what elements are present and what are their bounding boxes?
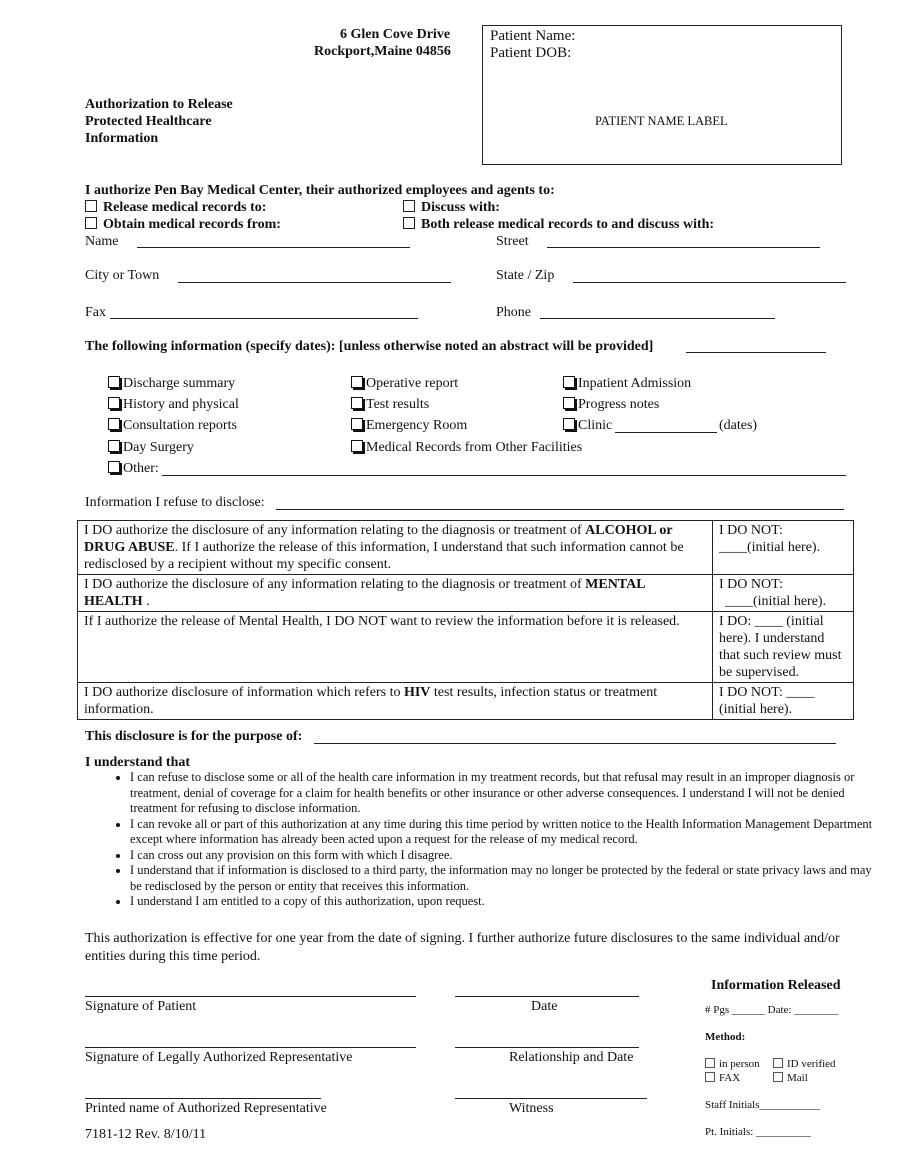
option-emergency-room[interactable] bbox=[351, 418, 467, 434]
purpose-label: This disclosure is for the purpose of: bbox=[85, 729, 303, 744]
method-id-verified-label: ID verified bbox=[787, 1058, 836, 1070]
understand-list bbox=[102, 770, 875, 910]
hiv-initial[interactable]: I DO NOT: ____ (initial here). bbox=[713, 683, 854, 720]
authorize-intro: I authorize Pen Bay Medical Center, their authorized employees and agents to: bbox=[85, 183, 555, 198]
representative-signature-label: Signature of Legally Authorized Representative bbox=[85, 1050, 353, 1065]
method-id-verified[interactable] bbox=[773, 1058, 836, 1070]
info-heading: The following information (specify dates): [unless otherwise noted an abstract will be provided] bbox=[85, 339, 654, 354]
option-medical-records-other[interactable] bbox=[351, 440, 582, 456]
option-discuss-with[interactable] bbox=[403, 200, 500, 216]
checkbox-progress-notes[interactable] bbox=[563, 397, 575, 409]
checkbox-operative-report[interactable] bbox=[351, 376, 363, 388]
understand-heading: I understand that bbox=[85, 755, 191, 770]
checkbox-obtain-from[interactable] bbox=[85, 217, 97, 229]
phone-field[interactable] bbox=[540, 318, 775, 319]
method-label: Method: bbox=[705, 1031, 746, 1043]
state-zip-field[interactable] bbox=[573, 282, 846, 283]
option-history-physical[interactable] bbox=[108, 397, 239, 413]
checkbox-day-surgery[interactable] bbox=[108, 440, 120, 452]
option-consultation-reports[interactable] bbox=[108, 418, 237, 434]
option-progress-notes[interactable] bbox=[563, 397, 659, 413]
checkbox-both[interactable] bbox=[403, 217, 415, 229]
method-in-person-label: in person bbox=[719, 1058, 760, 1070]
fax-field[interactable] bbox=[110, 318, 418, 319]
alcohol-drug-initial[interactable]: I DO NOT: ____(initial here). bbox=[713, 521, 854, 575]
patient-signature-line[interactable] bbox=[85, 996, 416, 997]
address-line-2: Rockport,Maine 04856 bbox=[314, 44, 451, 59]
checkbox-discharge-summary[interactable] bbox=[108, 376, 120, 388]
checkbox-test-results[interactable] bbox=[351, 397, 363, 409]
witness-line[interactable] bbox=[455, 1098, 647, 1099]
option-label: Medical Records from Other Facilities bbox=[366, 440, 583, 455]
checkbox-emergency-room[interactable] bbox=[351, 418, 363, 430]
patient-name-label: Patient Name: bbox=[490, 28, 576, 44]
witness-label: Witness bbox=[509, 1101, 554, 1116]
method-mail-label: Mail bbox=[787, 1072, 808, 1084]
alcohol-drug-clause: I DO authorize the disclosure of any information relating to the diagnosis or treatment of ALCOHOL or DRUG ABUSE. If I authorize the release of this information, I understand that such information cannot be redisclosed by a recipient without my specific consent. bbox=[78, 521, 713, 575]
date-line[interactable] bbox=[455, 996, 639, 997]
option-release-to-label: Release medical records to: bbox=[103, 200, 267, 215]
staff-initials-field[interactable]: Staff Initials___________ bbox=[705, 1099, 820, 1111]
form-title-line-2: Protected Healthcare bbox=[85, 114, 212, 129]
street-label: Street bbox=[496, 234, 529, 249]
option-obtain-from-label: Obtain medical records from: bbox=[103, 217, 281, 232]
representative-signature-line[interactable] bbox=[85, 1047, 416, 1048]
printed-name-line[interactable] bbox=[85, 1098, 321, 1099]
checkbox-discuss-with[interactable] bbox=[403, 200, 415, 212]
table-row bbox=[78, 521, 854, 575]
option-label: Consultation reports bbox=[123, 418, 237, 433]
option-label: History and physical bbox=[123, 397, 239, 412]
checkbox-inpatient-admission[interactable] bbox=[563, 376, 575, 388]
method-fax[interactable] bbox=[705, 1072, 740, 1084]
list-item: • I can cross out any provision on this form with which I disagree. bbox=[130, 848, 875, 864]
checkbox-clinic[interactable] bbox=[563, 418, 575, 430]
option-operative-report[interactable] bbox=[351, 376, 458, 392]
authorization-table bbox=[77, 520, 854, 720]
checkbox-id-verified[interactable] bbox=[773, 1058, 783, 1068]
street-field[interactable] bbox=[547, 247, 820, 248]
option-release-to[interactable] bbox=[85, 200, 266, 216]
option-label: Progress notes bbox=[578, 397, 660, 412]
checkbox-consultation-reports[interactable] bbox=[108, 418, 120, 430]
checkbox-medical-records-other[interactable] bbox=[351, 440, 363, 452]
refuse-label: Information I refuse to disclose: bbox=[85, 495, 265, 510]
clinic-dates-label: (dates) bbox=[719, 418, 758, 433]
checkbox-history-physical[interactable] bbox=[108, 397, 120, 409]
refuse-field[interactable] bbox=[276, 509, 844, 510]
list-item: • I can refuse to disclose some or all of the health care information in my treatment records, but that refusal may result in an improper diagnosis or treatment, denial of coverage for a claim for health benefits or other insurance or other adverse consequences. I understand I will not be denied treatment for refusing to disclose information. bbox=[130, 770, 875, 817]
table-row bbox=[78, 612, 854, 683]
purpose-field[interactable] bbox=[314, 743, 836, 744]
name-label: Name bbox=[85, 234, 119, 249]
date-label: Date bbox=[531, 999, 558, 1014]
info-released-heading: Information Released bbox=[711, 978, 841, 993]
method-fax-label: FAX bbox=[719, 1072, 741, 1084]
list-item: • I can revoke all or part of this authorization at any time during this time period by written notice to the Health Information Management Department except where information has already been acted upon a request for the release of my medical record. bbox=[130, 817, 875, 848]
table-row bbox=[78, 683, 854, 720]
option-label: Discharge summary bbox=[123, 376, 236, 391]
phone-label: Phone bbox=[496, 305, 531, 320]
mental-health-clause: I DO authorize the disclosure of any information relating to the diagnosis or treatment of MENTAL HEALTH . bbox=[78, 575, 713, 612]
clinic-dates-field[interactable] bbox=[615, 432, 717, 433]
option-obtain-from[interactable] bbox=[85, 217, 281, 233]
option-label: Emergency Room bbox=[366, 418, 468, 433]
option-inpatient-admission[interactable] bbox=[563, 376, 691, 392]
checkbox-in-person[interactable] bbox=[705, 1058, 715, 1068]
patient-signature-label: Signature of Patient bbox=[85, 999, 197, 1014]
mental-health-initial[interactable]: I DO NOT: ____(initial here). bbox=[713, 575, 854, 612]
patient-dob-label: Patient DOB: bbox=[490, 45, 572, 61]
form-title-line-1: Authorization to Release bbox=[85, 97, 233, 112]
relationship-date-label: Relationship and Date bbox=[509, 1050, 634, 1065]
state-zip-label: State / Zip bbox=[496, 268, 555, 283]
fax-label: Fax bbox=[85, 305, 106, 320]
address-line-1: 6 Glen Cove Drive bbox=[340, 27, 451, 42]
option-both-label: Both release medical records to and discuss with: bbox=[421, 217, 715, 232]
option-label: Clinic bbox=[578, 418, 613, 433]
method-mail[interactable] bbox=[773, 1072, 808, 1084]
mental-health-review-initial[interactable]: I DO: ____ (initial here). I understand that such review must be supervised. bbox=[713, 612, 854, 683]
option-label: Operative report bbox=[366, 376, 459, 391]
list-item: • I understand that if information is disclosed to a third party, the information may no longer be protected by the federal or state privacy laws and may be redisclosed by the person or entity that receives this information. bbox=[130, 863, 875, 894]
option-test-results[interactable] bbox=[351, 397, 429, 413]
city-field[interactable] bbox=[178, 282, 451, 283]
patient-name-label-placeholder: PATIENT NAME LABEL bbox=[595, 114, 728, 128]
checkbox-release-to[interactable] bbox=[85, 200, 97, 212]
option-label: Inpatient Admission bbox=[578, 376, 692, 391]
pt-initials-field[interactable]: Pt. Initials: __________ bbox=[705, 1126, 812, 1138]
other-field[interactable] bbox=[162, 475, 846, 476]
table-row bbox=[78, 575, 854, 612]
option-other[interactable] bbox=[108, 461, 159, 477]
option-label: Other: bbox=[123, 461, 159, 476]
option-both[interactable] bbox=[403, 217, 714, 233]
relationship-date-line[interactable] bbox=[455, 1047, 639, 1048]
option-discuss-with-label: Discuss with: bbox=[421, 200, 500, 215]
option-discharge-summary[interactable] bbox=[108, 376, 235, 392]
info-released-pgs[interactable]: # Pgs ______ Date: ________ bbox=[705, 1004, 839, 1016]
option-clinic[interactable] bbox=[563, 418, 612, 434]
list-item: • I understand I am entitled to a copy of this authorization, upon request. bbox=[130, 894, 875, 910]
option-day-surgery[interactable] bbox=[108, 440, 194, 456]
name-field[interactable] bbox=[137, 247, 410, 248]
city-label: City or Town bbox=[85, 268, 160, 283]
effective-statement: This authorization is effective for one year from the date of signing. I further authorize future disclosures to the same individual and/or entities during this time period. bbox=[85, 931, 840, 964]
checkbox-other[interactable] bbox=[108, 461, 120, 473]
method-in-person[interactable] bbox=[705, 1058, 760, 1070]
form-title-line-3: Information bbox=[85, 131, 159, 146]
hiv-clause: I DO authorize disclosure of information which refers to HIV test results, infection status or treatment information. bbox=[78, 683, 713, 720]
option-label: Day Surgery bbox=[123, 440, 194, 455]
printed-name-label: Printed name of Authorized Representative bbox=[85, 1101, 327, 1116]
form-id: 7181-12 Rev. 8/10/11 bbox=[85, 1127, 207, 1142]
patient-label-box bbox=[482, 25, 842, 165]
checkbox-mail[interactable] bbox=[773, 1072, 783, 1082]
info-dates-field[interactable] bbox=[686, 352, 826, 353]
mental-health-review-clause: If I authorize the release of Mental Health, I DO NOT want to review the information before it is released. bbox=[78, 612, 713, 683]
option-label: Test results bbox=[366, 397, 430, 412]
checkbox-fax[interactable] bbox=[705, 1072, 715, 1082]
